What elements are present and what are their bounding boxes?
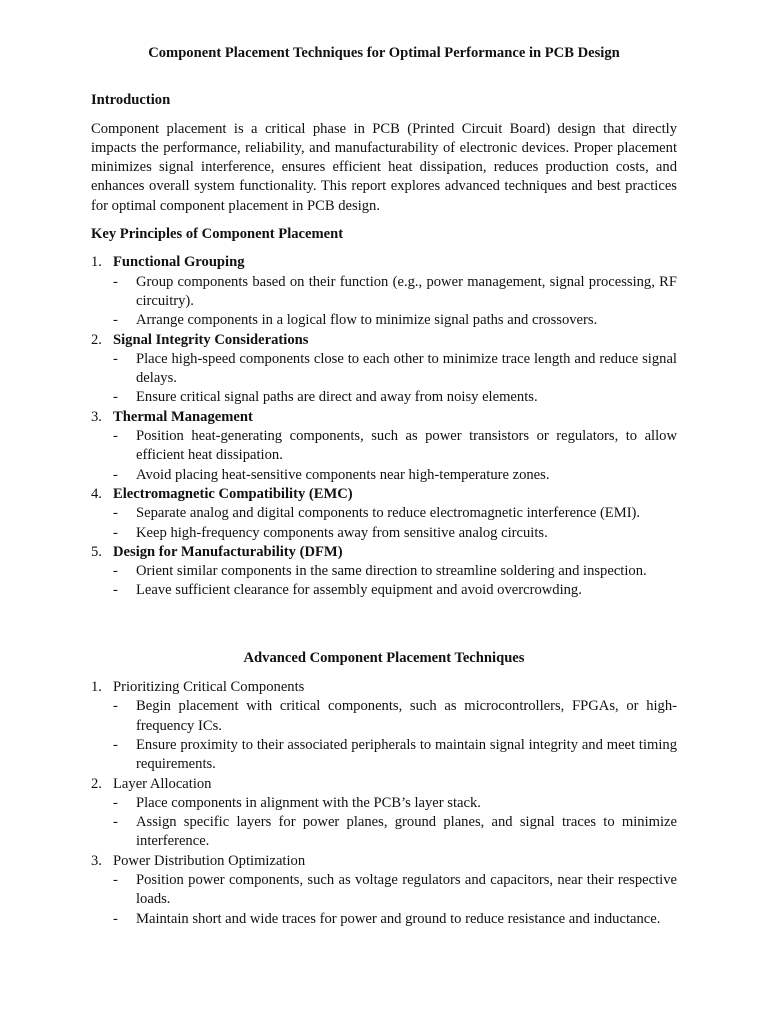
bullet-text: Maintain short and wide traces for power and ground to reduce resistance and inductance. bbox=[136, 910, 661, 927]
list-item bbox=[91, 485, 677, 543]
item-number: 4. bbox=[91, 485, 102, 502]
item-title: Prioritizing Critical Components bbox=[113, 679, 305, 696]
bullet-text: Leave sufficient clearance for assembly equipment and avoid overcrowding. bbox=[136, 582, 582, 599]
item-number: 5. bbox=[91, 543, 102, 560]
item-title: Thermal Management bbox=[113, 408, 253, 425]
bullet-dash: - bbox=[113, 910, 118, 927]
bullet-text: Ensure critical signal paths are direct and away from noisy elements. bbox=[136, 389, 538, 406]
bullet-list bbox=[113, 871, 677, 929]
item-title: Layer Allocation bbox=[113, 775, 212, 792]
list-item bbox=[91, 775, 677, 852]
bullet-dash: - bbox=[113, 794, 118, 811]
item-title: Signal Integrity Considerations bbox=[113, 331, 309, 348]
item-title: Power Distribution Optimization bbox=[113, 852, 306, 869]
bullet-item bbox=[113, 388, 677, 407]
bullet-dash: - bbox=[113, 466, 118, 483]
bullet-text: Place high-speed components close to each other to minimize trace length and reduce signal delays. bbox=[136, 350, 677, 387]
bullet-dash: - bbox=[113, 814, 118, 831]
bullet-dash: - bbox=[113, 505, 118, 522]
bullet-item bbox=[113, 427, 677, 466]
bullet-text: Assign specific layers for power planes, ground planes, and signal traces to minimize interference. bbox=[136, 814, 677, 850]
bullet-text: Keep high-frequency components away from sensitive analog circuits. bbox=[136, 524, 548, 541]
bullet-list bbox=[113, 504, 677, 543]
advanced-techniques-heading: Advanced Component Placement Techniques bbox=[243, 649, 525, 666]
bullet-text: Position power components, such as voltage regulators and capacitors, near their respective loads. bbox=[136, 871, 677, 908]
bullet-text: Arrange components in a logical flow to minimize signal paths and crossovers. bbox=[136, 312, 598, 329]
item-number: 1. bbox=[91, 679, 102, 696]
bullet-item bbox=[113, 794, 677, 813]
document-page bbox=[91, 44, 677, 929]
list-item bbox=[91, 543, 677, 601]
bullet-dash: - bbox=[113, 389, 118, 406]
item-title: Electromagnetic Compatibility (EMC) bbox=[113, 485, 353, 502]
bullet-text: Position heat-generating components, such as power transistors or regulators, to allow efficient heat dissipation. bbox=[136, 428, 677, 464]
bullet-item bbox=[113, 466, 677, 485]
bullet-dash: - bbox=[113, 736, 118, 753]
item-number: 2. bbox=[91, 331, 102, 348]
bullet-item bbox=[113, 504, 677, 523]
bullet-text: Separate analog and digital components to reduce electromagnetic interference (EMI). bbox=[136, 505, 641, 522]
document-title: Component Placement Techniques for Optimal Performance in PCB Design bbox=[148, 45, 620, 61]
bullet-item bbox=[113, 910, 677, 929]
bullet-list bbox=[113, 794, 677, 852]
bullet-item bbox=[113, 871, 677, 910]
list-item bbox=[91, 253, 677, 330]
bullet-text: Orient similar components in the same direction to streamline soldering and inspection. bbox=[136, 563, 647, 580]
item-number: 1. bbox=[91, 254, 102, 271]
item-number: 2. bbox=[91, 775, 102, 792]
bullet-dash: - bbox=[113, 698, 118, 715]
list-item bbox=[91, 678, 677, 774]
bullet-list bbox=[113, 427, 677, 485]
bullet-item bbox=[113, 311, 677, 330]
list-item bbox=[91, 408, 677, 485]
bullet-item bbox=[113, 736, 677, 775]
bullet-item bbox=[113, 350, 677, 389]
bullet-dash: - bbox=[113, 312, 118, 329]
bullet-list bbox=[113, 697, 677, 774]
bullet-item bbox=[113, 581, 677, 600]
bullet-item bbox=[113, 813, 677, 852]
bullet-text: Group components based on their function (e.g., power management, signal processing, RF circuitry). bbox=[136, 273, 677, 309]
bullet-item bbox=[113, 273, 677, 312]
bullet-dash: - bbox=[113, 871, 118, 888]
bullet-list bbox=[113, 350, 677, 408]
key-principles-list bbox=[91, 253, 677, 600]
bullet-text: Begin placement with critical components, such as microcontrollers, FPGAs, or high-frequency ICs. bbox=[136, 698, 677, 734]
bullet-dash: - bbox=[113, 350, 118, 367]
introduction-paragraph: Component placement is a critical phase in PCB (Printed Circuit Board) design that directly impacts the performance, reliability, and manufacturability of electronic devices. Proper placement minimizes signal interference, ensures efficient heat dissipation, reduces production costs, and enhances overall system functionality. This report explores advanced techniques and best practices for optimal component placement in PCB design. bbox=[91, 120, 677, 214]
bullet-item bbox=[113, 697, 677, 736]
item-number: 3. bbox=[91, 408, 102, 425]
bullet-text: Ensure proximity to their associated peripherals to maintain signal integrity and meet timing requirements. bbox=[136, 736, 677, 773]
item-title: Design for Manufacturability (DFM) bbox=[113, 543, 343, 560]
advanced-techniques-list bbox=[91, 678, 677, 929]
introduction-heading: Introduction bbox=[91, 92, 171, 109]
bullet-text: Avoid placing heat-sensitive components near high-temperature zones. bbox=[136, 466, 550, 483]
bullet-dash: - bbox=[113, 428, 118, 445]
list-item bbox=[91, 852, 677, 929]
bullet-dash: - bbox=[113, 273, 118, 290]
bullet-item bbox=[113, 524, 677, 543]
bullet-dash: - bbox=[113, 524, 118, 541]
bullet-dash: - bbox=[113, 563, 118, 580]
key-principles-heading: Key Principles of Component Placement bbox=[91, 226, 344, 243]
bullet-item bbox=[113, 562, 677, 581]
list-item bbox=[91, 331, 677, 408]
item-title: Functional Grouping bbox=[113, 254, 245, 271]
item-number: 3. bbox=[91, 852, 102, 869]
bullet-text: Place components in alignment with the PCB’s layer stack. bbox=[136, 794, 481, 811]
bullet-list bbox=[113, 273, 677, 331]
bullet-dash: - bbox=[113, 582, 118, 599]
bullet-list bbox=[113, 562, 677, 601]
